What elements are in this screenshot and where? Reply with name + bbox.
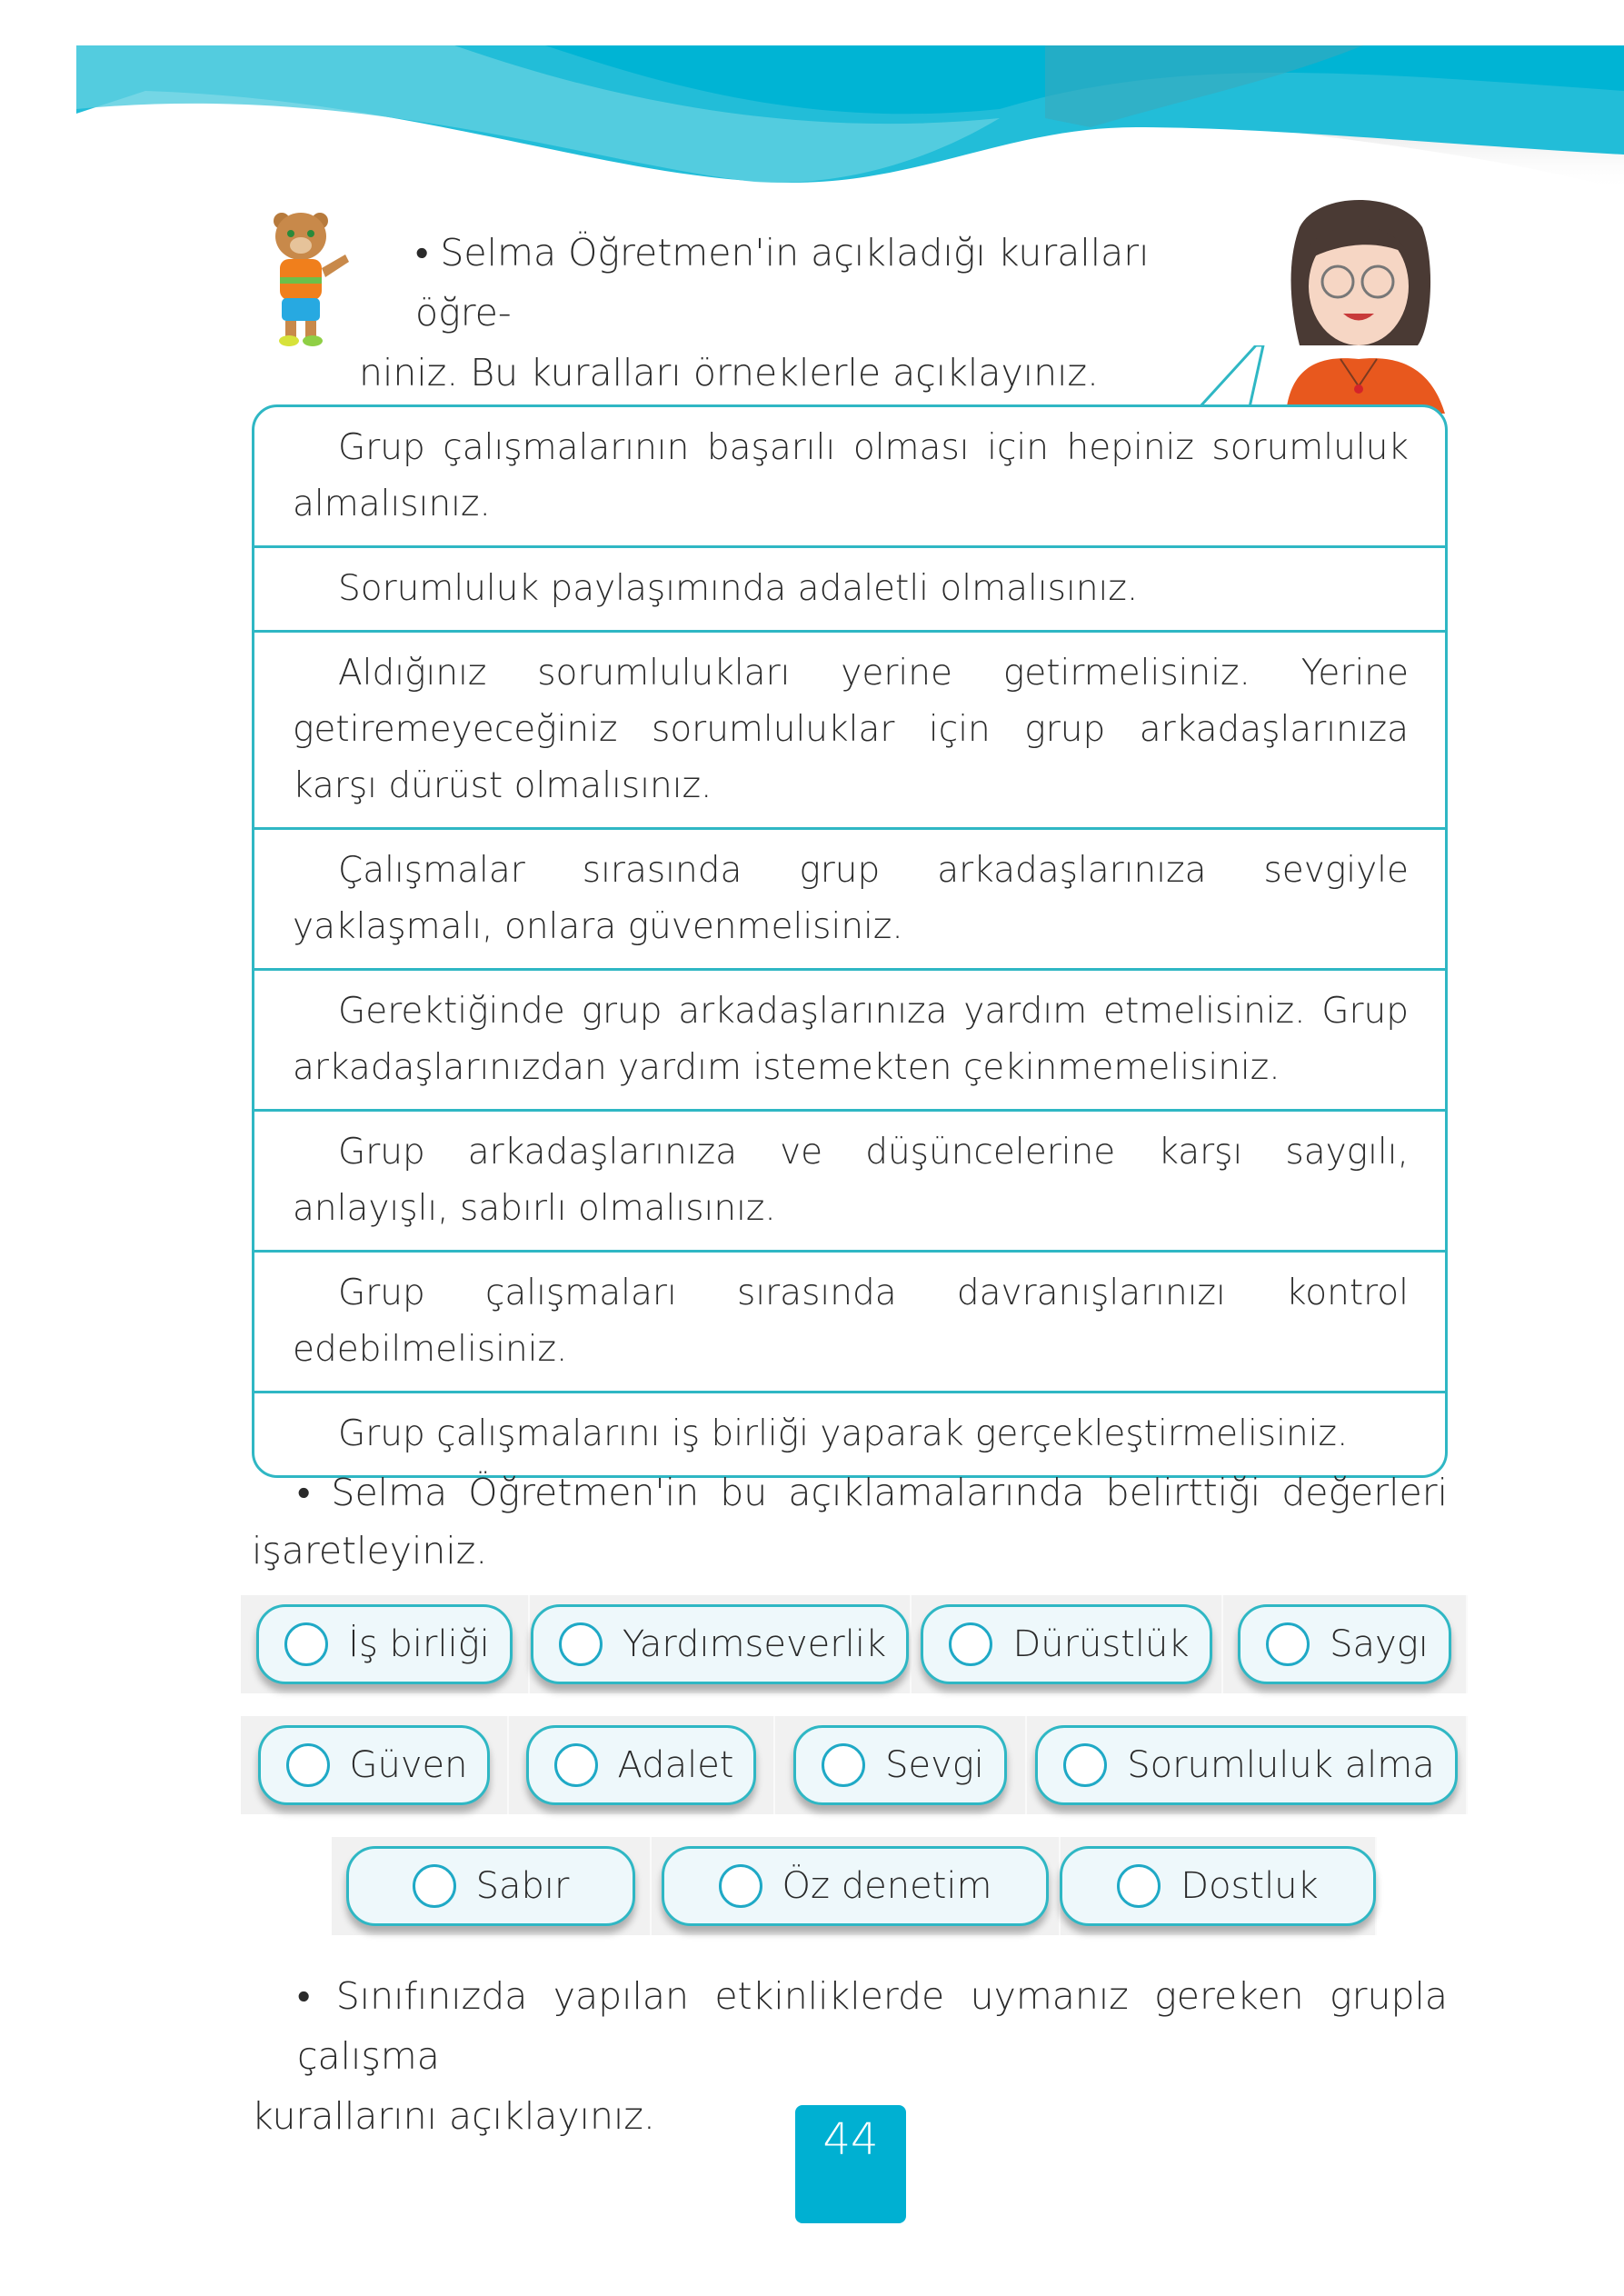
rule-item-8: Grup çalışmalarını iş birliği yaparak gerçekleştirmelisiniz. [254,1391,1445,1475]
radio-circle-icon[interactable] [286,1743,330,1787]
radio-circle-icon[interactable] [1117,1864,1161,1908]
question-mark-values: • Selma Öğretmen'in bu açıklamalarında belirttiği değerleri işaretleyiniz. [252,1471,1448,1572]
option-guven[interactable]: Güven [258,1725,491,1805]
rule-item-6: Grup arkadaşlarınıza ve düşüncelerine karşı saygılı, anlayışlı, sabırlı olmalısınız. [254,1109,1445,1250]
rule-item-2: Sorumluluk paylaşımında adaletli olmalısınız. [254,545,1445,630]
q3-line-1: • Sınıfınızda yapılan etkinliklerde uymanız gereken grupla çalışma [297,1974,1448,2078]
radio-circle-icon[interactable] [822,1743,865,1787]
radio-circle-icon[interactable] [949,1622,992,1666]
option-sabir[interactable]: Sabır [346,1846,636,1926]
rule-item-7: Grup çalışmaları sırasında davranışlarınızı kontrol edebilmelisiniz. [254,1250,1445,1391]
teacher-illustration [1263,191,1454,414]
option-yardimseverlik[interactable]: Yardımseverlik [531,1604,909,1684]
intro-line-1: Selma Öğretmen'in açıkladığı kuralları öğre- [415,231,1150,334]
rule-item-5: Gerektiğinde grup arkadaşlarınıza yardım etmelisiniz. Grup arkadaşlarınızdan yardım istemekten çekinmemelisiniz. [254,968,1445,1109]
rule-item-1: Grup çalışmalarının başarılı olması için hepiniz sorumluluk almalısınız. [293,427,1409,524]
q3-line-2: kurallarını açıklayınız. [252,2094,655,2138]
values-row-2 [241,1716,1468,1814]
page-number: 44 [795,2105,906,2223]
radio-circle-icon[interactable] [413,1864,456,1908]
header-wave-banner [0,0,1624,200]
bear-mascot-illustration [254,205,354,350]
bullet: • [415,231,429,275]
intro-instruction [359,223,1231,403]
option-oz-denetim[interactable]: Öz denetim [662,1846,1050,1926]
radio-circle-icon[interactable] [559,1622,603,1666]
option-adalet[interactable]: Adalet [526,1725,757,1805]
rule-item-3: Aldığınız sorumlulukları yerine getirmelisiniz. Yerine getiremeyeceğiniz sorumluluklar için grup arkadaşlarınıza karşı dürüst olmalısınız. [254,630,1445,827]
rule-item-4: Çalışmalar sırasında grup arkadaşlarınıza sevgiyle yaklaşmalı, onlara güvenmelisiniz. [254,827,1445,968]
option-is-birligi[interactable]: İş birliği [256,1604,513,1684]
speech-bubble-tail [1200,345,1272,409]
values-row-3 [332,1837,1377,1935]
intro-line-2: niniz. Bu kuralları örneklerle açıklayınız. [359,351,1100,394]
radio-circle-icon[interactable] [719,1864,762,1908]
radio-circle-icon[interactable] [1266,1622,1310,1666]
option-sevgi[interactable]: Sevgi [793,1725,1007,1805]
values-row-1 [241,1595,1468,1693]
radio-circle-icon[interactable] [1063,1743,1107,1787]
rules-speech-bubble [252,404,1448,1478]
option-durustluk[interactable]: Dürüstlük [921,1604,1211,1684]
radio-circle-icon[interactable] [284,1622,328,1666]
option-dostluk[interactable]: Dostluk [1060,1846,1375,1926]
option-saygi[interactable]: Saygı [1238,1604,1451,1684]
option-sorumluluk-alma[interactable]: Sorumluluk alma [1035,1725,1458,1805]
radio-circle-icon[interactable] [554,1743,598,1787]
